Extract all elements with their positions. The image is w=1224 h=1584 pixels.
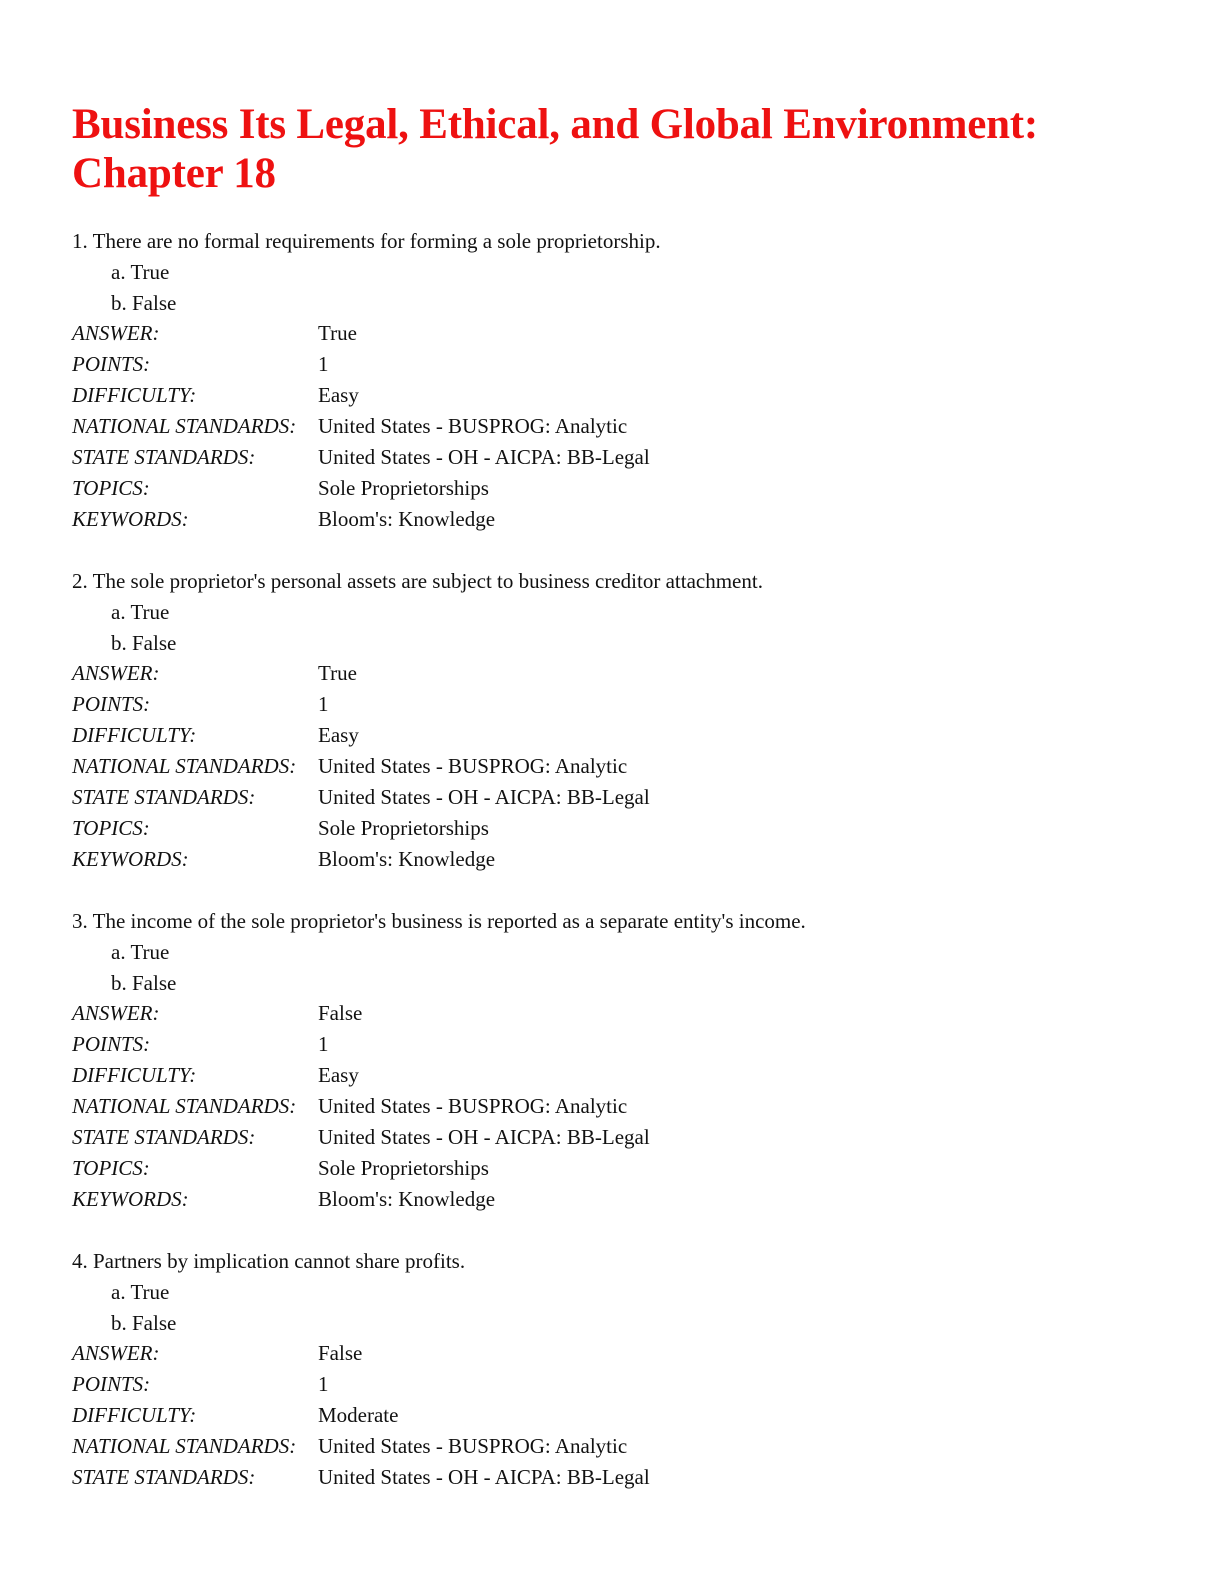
question-block — [72, 906, 1172, 1215]
metadata-value: United States - BUSPROG: Analytic — [318, 1434, 628, 1458]
metadata-label: NATIONAL STANDARDS: — [72, 1434, 297, 1458]
metadata-label: ANSWER: — [72, 661, 160, 685]
metadata-label: TOPICS: — [72, 476, 150, 500]
document-page — [72, 100, 1172, 1524]
metadata-value: Easy — [318, 723, 359, 747]
metadata-value: 1 — [318, 1372, 329, 1396]
metadata-row-answer — [72, 658, 1172, 689]
metadata-row-topics — [72, 473, 1172, 504]
metadata-label: DIFFICULTY: — [72, 1403, 197, 1427]
metadata-label: NATIONAL STANDARDS: — [72, 414, 297, 438]
metadata-label: POINTS: — [72, 1032, 151, 1056]
metadata-value: Easy — [318, 1063, 359, 1087]
metadata-row-state — [72, 1462, 1172, 1493]
metadata-row-answer — [72, 318, 1172, 349]
metadata-value: 1 — [318, 692, 329, 716]
answer-option: b. False — [111, 970, 177, 995]
metadata-label: ANSWER: — [72, 1341, 160, 1365]
metadata-value: Sole Proprietorships — [318, 476, 489, 500]
metadata-value: Sole Proprietorships — [318, 1156, 489, 1180]
metadata-row-difficulty — [72, 380, 1172, 411]
metadata-value: Bloom's: Knowledge — [318, 847, 496, 871]
question-metadata — [72, 1338, 1172, 1493]
question-list — [72, 226, 1172, 1493]
answer-option: a. True — [111, 1280, 170, 1304]
metadata-row-keywords — [72, 504, 1172, 535]
metadata-value: United States - OH - AICPA: BB-Legal — [318, 1125, 650, 1149]
answer-options — [72, 597, 1172, 658]
metadata-row-state — [72, 782, 1172, 813]
question-block — [72, 566, 1172, 875]
metadata-label: STATE STANDARDS: — [72, 1465, 256, 1489]
metadata-label: POINTS: — [72, 692, 151, 716]
metadata-row-points — [72, 1369, 1172, 1400]
metadata-value: False — [318, 1001, 363, 1025]
metadata-value: United States - BUSPROG: Analytic — [318, 754, 628, 778]
metadata-value: True — [318, 661, 357, 685]
metadata-value: Bloom's: Knowledge — [318, 1187, 496, 1211]
metadata-value: Easy — [318, 383, 359, 407]
metadata-label: NATIONAL STANDARDS: — [72, 754, 297, 778]
metadata-row-difficulty — [72, 720, 1172, 751]
metadata-value: Bloom's: Knowledge — [318, 507, 496, 531]
document-title: Business Its Legal, Ethical, and Global Environment: Chapter 18 — [72, 101, 1039, 197]
metadata-row-national — [72, 751, 1172, 782]
metadata-row-answer — [72, 1338, 1172, 1369]
metadata-row-topics — [72, 1153, 1172, 1184]
metadata-label: NATIONAL STANDARDS: — [72, 1094, 297, 1118]
metadata-value: Sole Proprietorships — [318, 816, 489, 840]
answer-option: b. False — [111, 290, 177, 315]
question-block — [72, 1246, 1172, 1493]
metadata-value: United States - OH - AICPA: BB-Legal — [318, 445, 650, 469]
metadata-value: United States - OH - AICPA: BB-Legal — [318, 1465, 650, 1489]
metadata-label: KEYWORDS: — [72, 1187, 189, 1211]
question-metadata — [72, 998, 1172, 1215]
question-text: 1. There are no formal requirements for forming a sole proprietorship. — [72, 229, 661, 253]
metadata-label: POINTS: — [72, 352, 151, 376]
metadata-label: ANSWER: — [72, 321, 160, 345]
metadata-value: 1 — [318, 352, 329, 376]
metadata-label: DIFFICULTY: — [72, 1063, 197, 1087]
answer-options — [72, 1277, 1172, 1338]
question-text: 4. Partners by implication cannot share profits. — [72, 1249, 466, 1273]
metadata-label: KEYWORDS: — [72, 507, 189, 531]
metadata-value: United States - OH - AICPA: BB-Legal — [318, 785, 650, 809]
answer-option: a. True — [111, 600, 170, 624]
metadata-row-national — [72, 1431, 1172, 1462]
answer-option: b. False — [111, 630, 177, 655]
metadata-row-national — [72, 1091, 1172, 1122]
metadata-value: United States - BUSPROG: Analytic — [318, 1094, 628, 1118]
question-block — [72, 226, 1172, 535]
metadata-row-keywords — [72, 844, 1172, 875]
answer-options — [72, 937, 1172, 998]
metadata-row-difficulty — [72, 1060, 1172, 1091]
answer-option: a. True — [111, 260, 170, 284]
question-metadata — [72, 658, 1172, 875]
metadata-row-topics — [72, 813, 1172, 844]
metadata-row-keywords — [72, 1184, 1172, 1215]
metadata-row-national — [72, 411, 1172, 442]
metadata-value: 1 — [318, 1032, 329, 1056]
metadata-value: Moderate — [318, 1403, 399, 1427]
metadata-label: KEYWORDS: — [72, 847, 189, 871]
metadata-label: POINTS: — [72, 1372, 151, 1396]
metadata-row-state — [72, 442, 1172, 473]
answer-options — [72, 257, 1172, 318]
metadata-label: STATE STANDARDS: — [72, 785, 256, 809]
metadata-value: True — [318, 321, 357, 345]
metadata-row-answer — [72, 998, 1172, 1029]
metadata-label: STATE STANDARDS: — [72, 445, 256, 469]
metadata-value: United States - BUSPROG: Analytic — [318, 414, 628, 438]
metadata-label: DIFFICULTY: — [72, 723, 197, 747]
metadata-label: STATE STANDARDS: — [72, 1125, 256, 1149]
metadata-row-points — [72, 349, 1172, 380]
question-text: 2. The sole proprietor's personal assets are subject to business creditor attachment. — [72, 569, 763, 593]
answer-option: a. True — [111, 940, 170, 964]
question-text: 3. The income of the sole proprietor's business is reported as a separate entity's income. — [72, 909, 806, 933]
metadata-value: False — [318, 1341, 363, 1365]
metadata-row-points — [72, 689, 1172, 720]
answer-option: b. False — [111, 1310, 177, 1335]
metadata-row-points — [72, 1029, 1172, 1060]
metadata-row-difficulty — [72, 1400, 1172, 1431]
metadata-label: TOPICS: — [72, 816, 150, 840]
metadata-label: ANSWER: — [72, 1001, 160, 1025]
metadata-row-state — [72, 1122, 1172, 1153]
metadata-label: DIFFICULTY: — [72, 383, 197, 407]
metadata-label: TOPICS: — [72, 1156, 150, 1180]
question-metadata — [72, 318, 1172, 535]
